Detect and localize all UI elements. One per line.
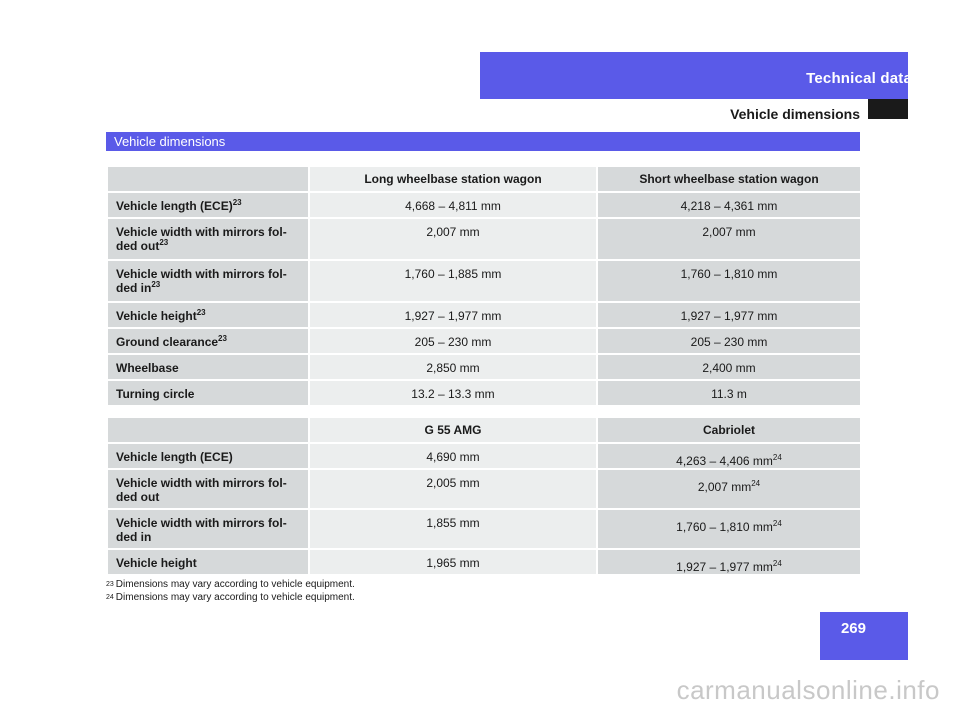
watermark: carmanualsonline.info bbox=[676, 675, 940, 705]
table-row bbox=[107, 192, 861, 218]
value-cell: 4,668 – 4,811 mm bbox=[309, 192, 597, 218]
footnote-ref: 24 bbox=[772, 519, 782, 528]
value-cell: 1,760 – 1,885 mm bbox=[309, 260, 597, 302]
table-section-bar: Vehicle dimensions bbox=[106, 132, 860, 151]
footnote-ref: 24 bbox=[772, 559, 782, 568]
value-cell: 2,005 mm bbox=[309, 469, 597, 509]
value-cell: 4,690 mm bbox=[309, 443, 597, 469]
header-cell-short-wheelbase: Short wheelbase station wagon bbox=[597, 166, 861, 192]
value-cell: 1,965 mm bbox=[309, 549, 597, 575]
table-header-row bbox=[107, 417, 861, 443]
value-cell: 2,007 mm bbox=[309, 218, 597, 260]
table-row bbox=[107, 549, 861, 575]
footnote-ref: 23 bbox=[196, 308, 206, 317]
header-cell-empty bbox=[107, 417, 309, 443]
value-cell: 13.2 – 13.3 mm bbox=[309, 380, 597, 406]
value-cell: 1,760 – 1,810 mm bbox=[597, 260, 861, 302]
value-cell: 11.3 m bbox=[597, 380, 861, 406]
footnote-ref: 23 bbox=[159, 238, 169, 247]
footnote-ref: 23 bbox=[232, 198, 242, 207]
value-cell: 1,927 – 1,977 mm bbox=[309, 302, 597, 328]
table-row bbox=[107, 218, 861, 260]
value-cell: 4,218 – 4,361 mm bbox=[597, 192, 861, 218]
header-cell-g55-amg: G 55 AMG bbox=[309, 417, 597, 443]
value-cell: 2,400 mm bbox=[597, 354, 861, 380]
value-cell: 2,007 mm bbox=[597, 218, 861, 260]
row-label: Wheelbase bbox=[107, 354, 309, 380]
row-label: Vehicle height bbox=[107, 549, 309, 575]
row-label: Turning circle bbox=[107, 380, 309, 406]
table-header-row bbox=[107, 166, 861, 192]
row-label: Ground clearance$^{23}$ bbox=[107, 328, 309, 354]
section-title: Technical data bbox=[806, 70, 912, 87]
value-cell: 1,927 – 1,977 mm bbox=[597, 302, 861, 328]
footnote-ref: 24 bbox=[772, 453, 782, 462]
footnote-ref: 24 bbox=[751, 479, 761, 488]
value-cell: 1,855 mm bbox=[309, 509, 597, 549]
dimensions-table-station-wagon bbox=[106, 165, 862, 407]
table-row bbox=[107, 443, 861, 469]
footnote-23: $^{23}$ Dimensions may vary according to vehicle equipment. bbox=[106, 579, 355, 590]
subsection-title: Vehicle dimensions bbox=[730, 106, 860, 122]
row-label: Vehicle width with mirrors fol-ded in bbox=[107, 509, 309, 549]
value-cell: 205 – 230 mm bbox=[597, 328, 861, 354]
table-row bbox=[107, 354, 861, 380]
value-cell: 4,263 – 4,406 $mm^{24}$ bbox=[597, 443, 861, 469]
table-row bbox=[107, 328, 861, 354]
value-cell: 1,927 – 1,977 $mm^{24}$ bbox=[597, 549, 861, 575]
row-label: Vehicle width with mirrors fol-ded $in^{23}$ bbox=[107, 260, 309, 302]
footnote-24: $^{24}$ Dimensions may vary according to vehicle equipment. bbox=[106, 592, 355, 603]
section-tab-marker bbox=[868, 99, 908, 119]
table-row bbox=[107, 260, 861, 302]
header-cell-empty bbox=[107, 166, 309, 192]
value-cell: 205 – 230 mm bbox=[309, 328, 597, 354]
footnote-ref: 23 bbox=[218, 334, 227, 343]
table-row bbox=[107, 380, 861, 406]
table-row bbox=[107, 302, 861, 328]
value-cell: 2,850 mm bbox=[309, 354, 597, 380]
table-row bbox=[107, 469, 861, 509]
row-label: Vehicle height$^{23}$ bbox=[107, 302, 309, 328]
footnote-ref: 23 bbox=[151, 280, 161, 289]
row-label: Vehicle width with mirrors fol-ded out$^{23}$ bbox=[107, 218, 309, 260]
value-cell: 2,007 $mm^{24}$ bbox=[597, 469, 861, 509]
page-number: 269 bbox=[840, 620, 866, 637]
table-row bbox=[107, 509, 861, 549]
row-label: Vehicle length (ECE) bbox=[107, 443, 309, 469]
footnotes bbox=[106, 578, 355, 604]
row-label: Vehicle width with mirrors fol-ded out bbox=[107, 469, 309, 509]
header-cell-long-wheelbase: Long wheelbase station wagon bbox=[309, 166, 597, 192]
value-cell: 1,760 – 1,810 $mm^{24}$ bbox=[597, 509, 861, 549]
dimensions-table-amg-cabriolet bbox=[106, 416, 862, 576]
header-cell-cabriolet: Cabriolet bbox=[597, 417, 861, 443]
row-label: Vehicle length (ECE)$^{23}$ bbox=[107, 192, 309, 218]
